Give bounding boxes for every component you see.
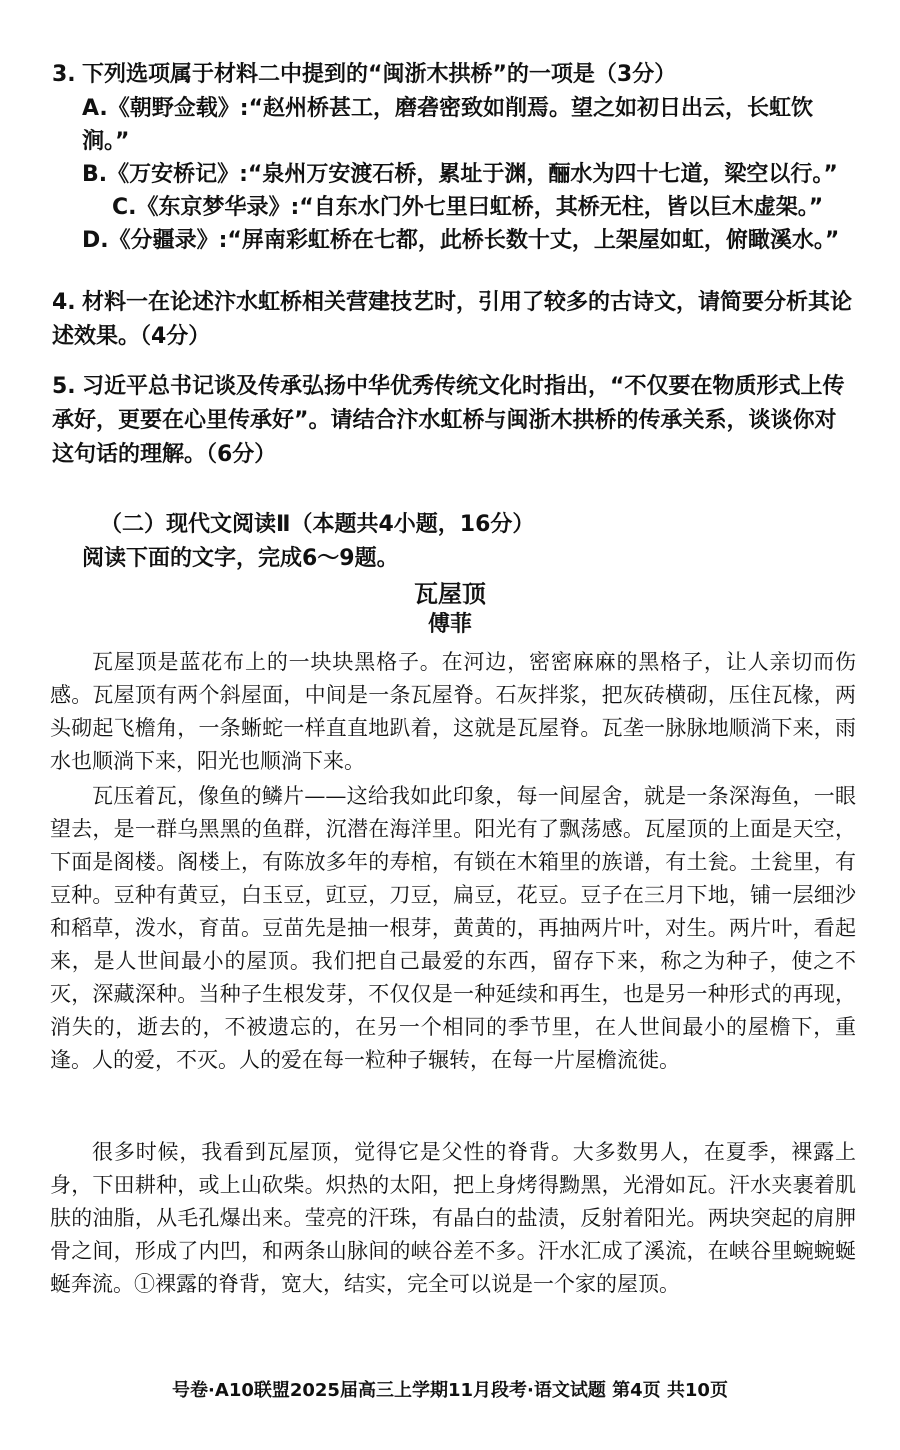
option-d: D.《分疆录》:“屏南彩虹桥在七都，此桥长数十丈，上架屋如虹，俯瞰溪水。” — [82, 228, 840, 253]
question-3 — [52, 58, 852, 92]
section-instruction: 阅读下面的文字，完成6～9题。 — [82, 546, 399, 571]
question-4 — [52, 286, 852, 354]
question-text: 材料一在论述汴水虹桥相关营建技艺时，引用了较多的古诗文，请简要分析其论述效果。（4分） — [52, 290, 853, 349]
question-5 — [52, 370, 852, 472]
article-paragraph: 很多时候，我看到瓦屋顶，觉得它是父性的脊背。大多数男人，在夏季，裸露上身，下田耕种，或上山砍柴。炽热的太阳，把上身烤得黝黑，光滑如瓦。汗水夹裹着肌肤的油脂，从毛孔爆出来。莹亮的汗珠，有晶白的盐渍，反射着阳光。两块突起的肩胛骨之间，形成了内凹，和两条山脉间的峡谷差不多。汗水汇成了溪流，在峡谷里蜿蜿蜒蜒奔流。①裸露的脊背，宽大，结实，完全可以说是一个家的屋顶。 — [50, 1140, 856, 1296]
section-title: （二）现代文阅读Ⅱ（本题共4小题，16分） — [100, 512, 535, 537]
article-paragraph: 瓦压着瓦，像鱼的鳞片——这给我如此印象，每一间屋舍，就是一条深海鱼，一眼望去，是一群乌黑黑的鱼群，沉潜在海洋里。阳光有了飘荡感。瓦屋顶的上面是天空，下面是阁楼。阁楼上，有陈放多年的寿棺，有锁在木箱里的族谱，有土瓮。土瓮里，有豆种。豆种有黄豆，白玉豆，豇豆，刀豆，扁豆，花豆。豆子在三月下地，铺一层细沙和稻草，泼水，育苗。豆苗先是抽一根芽，黄黄的，再抽两片叶，对生。两片叶，看起来，是人世间最小的屋顶。我们把自己最爱的东西，留存下来，称之为种子，使之不灭，深藏深种。当种子生根发芽，不仅仅是一种延续和再生，也是另一种形式的再现，消失的，逝去的，不被遗忘的，在另一个相同的季节里，在人世间最小的屋檐下，重逢。人的爱，不灭。人的爱在每一粒种子辗转，在每一片屋檐流徙。 — [50, 784, 856, 1072]
option-b: B.《万安桥记》:“泉州万安渡石桥，累址于渊，酾水为四十七道，梁空以行。” — [82, 162, 838, 187]
option-a: A.《朝野佥载》:“赵州桥甚工，磨砻密致如削焉。望之如初日出云，长虹饮涧。” — [82, 96, 814, 154]
question-number: 3. — [52, 62, 76, 87]
article-title: 瓦屋顶 — [414, 580, 486, 608]
question-text: 下列选项属于材料二中提到的“闽浙木拱桥”的一项是（3分） — [82, 62, 677, 87]
article-author: 傅菲 — [427, 612, 472, 637]
question-number: 4. — [52, 290, 76, 315]
option-c: C.《东京梦华录》:“自东水门外七里曰虹桥，其桥无柱，皆以巨木虚架。” — [112, 195, 824, 220]
question-number: 5. — [52, 374, 76, 399]
question-text: 习近平总书记谈及传承弘扬中华优秀传统文化时指出，“不仅要在物质形式上传承好，更要在心里传承好”。请结合汴水虹桥与闽浙木拱桥的传承关系，谈谈你对这句话的理解。（6分） — [52, 374, 845, 467]
page-footer: 号卷·A10联盟2025届高三上学期11月段考·语文试题 第4页 共10页 — [172, 1380, 728, 1401]
article-paragraph: 瓦屋顶是蓝花布上的一块块黑格子。在河边，密密麻麻的黑格子，让人亲切而伤感。瓦屋顶有两个斜屋面，中间是一条瓦屋脊。石灰拌浆，把灰砖横砌，压住瓦椽，两头砌起飞檐角，一条蜥蛇一样直直地趴着，这就是瓦屋脊。瓦垄一脉脉地顺淌下来，雨水也顺淌下来，阳光也顺淌下来。 — [50, 650, 856, 773]
